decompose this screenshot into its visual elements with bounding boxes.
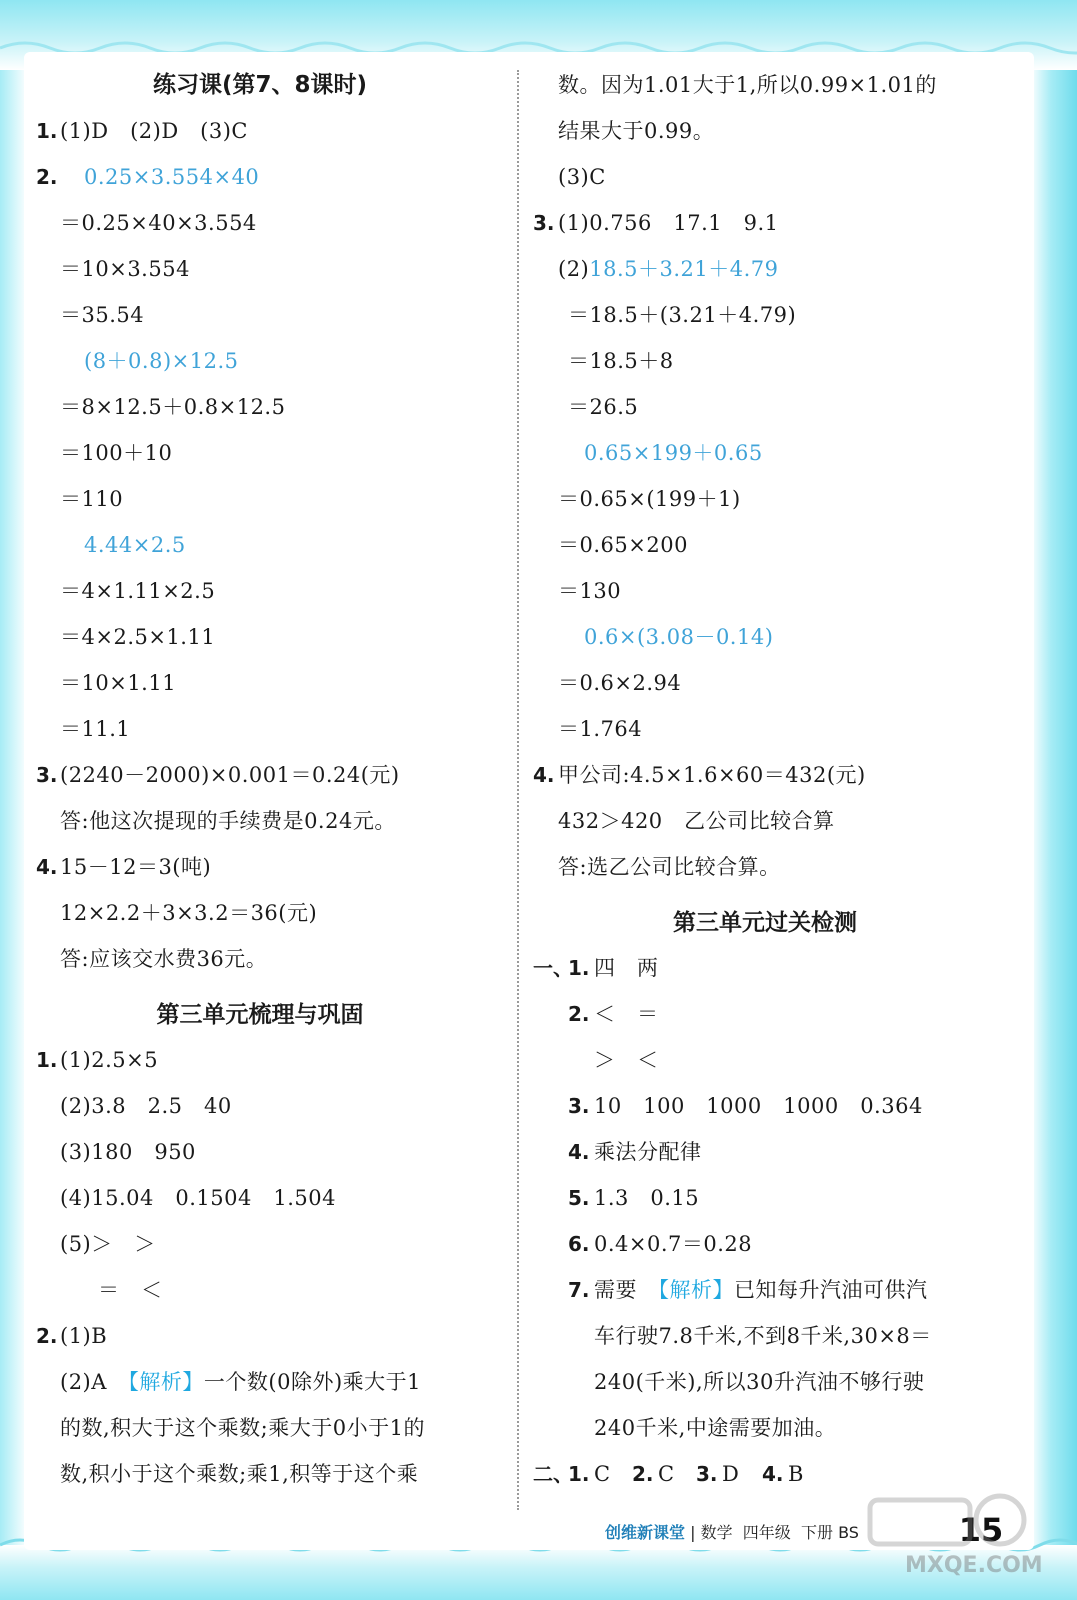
- rq3-line: ＝18.5＋8: [568, 349, 674, 373]
- s1-item-answer: 10 100 1000 1000 0.364: [594, 1094, 923, 1118]
- brand-name: 创维新课堂: [605, 1523, 686, 1542]
- q3-number: 3.: [36, 763, 58, 787]
- footer-edition: BS: [838, 1523, 859, 1542]
- q2-line: ＝4×2.5×1.11: [60, 625, 216, 649]
- q2-line: ＝11.1: [60, 717, 131, 741]
- page-number: 15: [958, 1511, 1004, 1549]
- r1-line: (1)2.5×5: [60, 1048, 159, 1072]
- q4-line: 答:应该交水费36元。: [60, 947, 268, 971]
- r1-line: (3)180 950: [60, 1140, 196, 1164]
- rq3-line: ＝1.764: [558, 717, 643, 741]
- s2-answer: D: [722, 1462, 740, 1486]
- s1-explanation-line: 车行驶7.8千米,不到8千米,30×8＝: [594, 1324, 932, 1348]
- s1-item-answer: 1.3 0.15: [594, 1186, 700, 1210]
- s2-number: 3.: [696, 1462, 718, 1486]
- rq4-line: 答:选乙公司比较合算。: [558, 855, 781, 879]
- s1-item-answer: [594, 1276, 928, 1304]
- s2-answer: C: [594, 1462, 611, 1486]
- r2-line: 的数,积大于这个乘数;乘大于0小于1的: [60, 1416, 425, 1440]
- rq3-line: ＝130: [558, 579, 622, 603]
- heading-unit-test: 第三单元过关检测: [673, 910, 857, 936]
- analysis-tag: 【解析】: [128, 1370, 204, 1394]
- q1-answer: (1)D (2)D (3)C: [60, 119, 248, 143]
- s1-item-answer: 0.4×0.7＝0.28: [594, 1232, 753, 1256]
- q2-line: ＝8×12.5＋0.8×12.5: [60, 395, 286, 419]
- column-divider: [517, 70, 519, 1510]
- s1-item-number: 4.: [568, 1140, 590, 1164]
- rq3-line: 0.6×(3.08－0.14): [584, 625, 774, 649]
- r2-number: 2.: [36, 1324, 58, 1348]
- r2-line: (1)B: [60, 1324, 108, 1348]
- q2-line: ＝4×1.11×2.5: [60, 579, 216, 603]
- r2-line: 数,积小于这个乘数;乘1,积等于这个乘: [60, 1462, 419, 1486]
- footer: [605, 1518, 859, 1548]
- rq3-line: 0.65×199＋0.65: [584, 441, 763, 465]
- heading-practice-lesson: 练习课(第7、8课时): [152, 72, 368, 98]
- q3-line: 答:他这次提现的手续费是0.24元。: [60, 809, 396, 833]
- s1-explanation-line: 240千米,中途需要加油。: [594, 1416, 837, 1440]
- q2-line: 0.25×3.554×40: [84, 165, 260, 189]
- r2-line: [60, 1368, 421, 1396]
- q4-number: 4.: [36, 855, 58, 879]
- s1-item-answer: 四 两: [594, 956, 659, 980]
- s2-number: 4.: [762, 1462, 784, 1486]
- q2-number: 2.: [36, 165, 58, 189]
- r1-line: (2)3.8 2.5 40: [60, 1094, 232, 1118]
- rq3-line: ＝0.65×200: [558, 533, 688, 557]
- heading-unit-review: 第三单元梳理与巩固: [156, 1002, 364, 1028]
- s1-item-number: 5.: [568, 1186, 590, 1210]
- continued-line: 数。因为1.01大于1,所以0.99×1.01的: [558, 73, 937, 97]
- s1-item-number: 3.: [568, 1094, 590, 1118]
- s2-answer: B: [788, 1462, 804, 1486]
- q2-line: ＝10×3.554: [60, 257, 190, 281]
- s1-item-number: 7.: [568, 1278, 590, 1302]
- footer-volume: 下册: [800, 1523, 833, 1542]
- q4-line: 12×2.2＋3×3.2＝36(元): [60, 901, 318, 925]
- s2-prefix: 二、: [533, 1462, 573, 1486]
- s1-item-answer: ＞ ＜: [594, 1048, 659, 1072]
- q2-line: ＝35.54: [60, 303, 145, 327]
- q4-line: 15－12＝3(吨): [60, 855, 212, 879]
- footer-grade: 四年级: [742, 1523, 791, 1542]
- rq4-number: 4.: [533, 763, 555, 787]
- rq3-line: [558, 255, 779, 283]
- s1-item-answer: ＜ ＝: [594, 1002, 659, 1026]
- continued-line: 结果大于0.99。: [558, 119, 715, 143]
- q2-line: ＝110: [60, 487, 124, 511]
- rq3-line: ＝26.5: [568, 395, 639, 419]
- watermark-text: MXQE.COM: [905, 1553, 1043, 1578]
- rq4-line: 432＞420 乙公司比较合算: [558, 809, 835, 833]
- rq3-line: ＝0.6×2.94: [558, 671, 682, 695]
- footer-subject: 数学: [700, 1523, 733, 1542]
- s1-item-number: 2.: [568, 1002, 590, 1026]
- rq3-line: ＝0.65×(199＋1): [558, 487, 741, 511]
- q2-line: ＝0.25×40×3.554: [60, 211, 257, 235]
- continued-line: (3)C: [558, 165, 606, 189]
- rq3-line: ＝18.5＋(3.21＋4.79): [568, 303, 797, 327]
- right-border: [1030, 0, 1077, 1600]
- s1-item-answer: 乘法分配律: [594, 1140, 702, 1164]
- rq4-line: 甲公司:4.5×1.6×60＝432(元): [558, 763, 866, 787]
- s2-number: 1.: [568, 1462, 590, 1486]
- analysis-tag: 【解析】: [658, 1278, 734, 1302]
- q1-number: 1.: [36, 119, 58, 143]
- rq3-line: (1)0.756 17.1 9.1: [558, 211, 779, 235]
- rq3-expression: 18.5＋3.21＋4.79: [589, 257, 779, 281]
- s1-explanation: 已知每升汽油可供汽: [734, 1278, 928, 1302]
- q2-line: (8＋0.8)×12.5: [84, 349, 239, 373]
- s2-answer: C: [658, 1462, 675, 1486]
- r1-line: (5)＞ ＞: [60, 1232, 156, 1256]
- s1-explanation-line: 240(千米),所以30升汽油不够行驶: [594, 1370, 925, 1394]
- s1-answer-text: 需要: [594, 1278, 659, 1302]
- s2-number: 2.: [632, 1462, 654, 1486]
- q2-line: ＝100＋10: [60, 441, 173, 465]
- s1-item-number: 1.: [568, 956, 590, 980]
- r1-number: 1.: [36, 1048, 58, 1072]
- rq3-part-label: (2): [558, 257, 590, 281]
- q3-line: (2240－2000)×0.001＝0.24(元): [60, 763, 400, 787]
- r1-line: ＝ ＜: [98, 1278, 163, 1302]
- r2-explanation: 一个数(0除外)乘大于1: [203, 1370, 422, 1394]
- q2-line: 4.44×2.5: [84, 533, 186, 557]
- footer-separator: |: [690, 1523, 696, 1542]
- r1-line: (4)15.04 0.1504 1.504: [60, 1186, 336, 1210]
- rq3-number: 3.: [533, 211, 555, 235]
- s1-item-number: 6.: [568, 1232, 590, 1256]
- q2-line: ＝10×1.11: [60, 671, 177, 695]
- s1-prefix: 一、: [533, 956, 573, 980]
- r2-answer: (2)A: [60, 1370, 129, 1394]
